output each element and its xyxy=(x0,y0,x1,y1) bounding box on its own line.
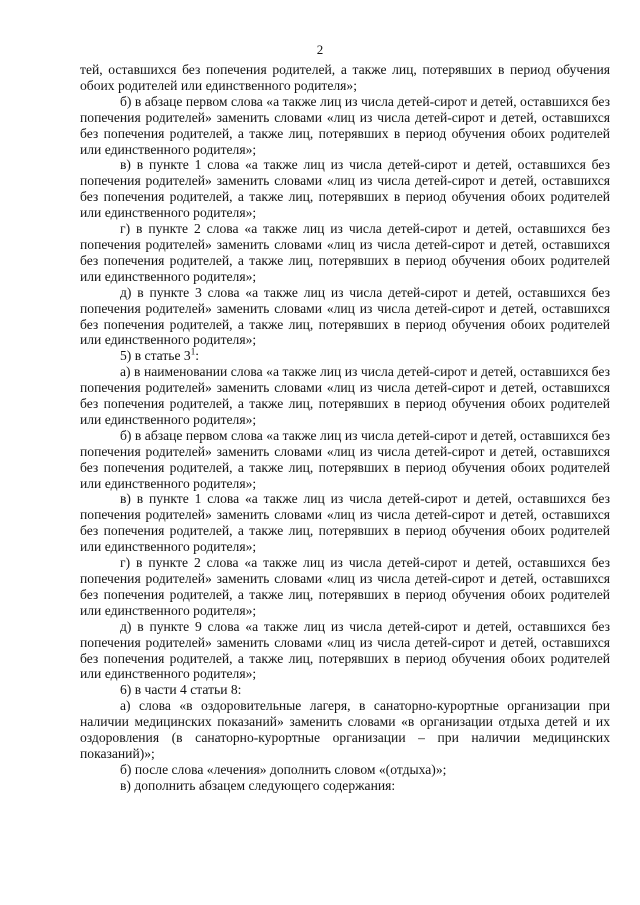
paragraph xyxy=(80,762,610,778)
paragraph xyxy=(80,619,610,683)
document-body xyxy=(80,62,610,794)
paragraph-text: тей, оставшихся без попечения родителей, а также лиц, потерявших в период обучения обоих родителей или единственного родителя»; xyxy=(80,62,610,93)
paragraph-text: г) в пункте 2 слова «а также лиц из числа детей-сирот и детей, оставшихся без попечения родителей» заменить словами «лиц из числа детей-сирот и детей, оставшихся без попечения родителей, а также лиц, потерявших в период обучения обоих родителей или единственного родителя»; xyxy=(80,555,610,618)
paragraph-tail: : xyxy=(195,348,200,364)
paragraph-text: д) в пункте 9 слова «а также лиц из числа детей-сирот и детей, оставшихся без попечения родителей» заменить словами «лиц из числа детей-сирот и детей, оставшихся без попечения родителей, а также лиц, потерявших в период обучения обоих родителей или единственного родителя»; xyxy=(80,618,610,682)
superscript: 1 xyxy=(190,346,196,357)
paragraph xyxy=(80,348,610,364)
paragraph-text: в) дополнить абзацем следующего содержания: xyxy=(120,777,396,793)
paragraph xyxy=(80,157,610,221)
paragraph xyxy=(80,221,610,285)
paragraph-text: 5) в статье 3 xyxy=(120,348,191,364)
paragraph xyxy=(80,94,610,158)
paragraph-text: б) после слова «лечения» дополнить словом «(отдыха)»; xyxy=(120,761,447,777)
paragraph-text: в) в пункте 1 слова «а также лиц из числа детей-сирот и детей, оставшихся без попечения родителей» заменить словами «лиц из числа детей-сирот и детей, оставшихся без попечения родителей, а также лиц, потерявших в период обучения обоих родителей или единственного родителя»; xyxy=(80,157,610,221)
paragraph xyxy=(80,682,610,698)
paragraph xyxy=(80,555,610,619)
paragraph-text: б) в абзаце первом слова «а также лиц из числа детей-сирот и детей, оставшихся без попечения родителей» заменить словами «лиц из числа детей-сирот и детей, оставшихся без попечения родителей, а также лиц, потерявших в период обучения обоих родителей или единственного родителя»; xyxy=(80,427,610,491)
paragraph-text: а) слова «в оздоровительные лагеря, в санаторно-курортные организации при наличии медицинских показаний» заменить словами «в организации отдыха детей и их оздоровления (в санаторно-курортные организации – при наличии медицинских показаний)»; xyxy=(80,698,610,761)
paragraph xyxy=(80,428,610,492)
paragraph xyxy=(80,364,610,428)
paragraph xyxy=(80,491,610,555)
paragraph xyxy=(80,285,610,349)
paragraph xyxy=(80,698,610,762)
page-number: 2 xyxy=(316,42,324,57)
paragraph-text: в) в пункте 1 слова «а также лиц из числа детей-сирот и детей, оставшихся без попечения родителей» заменить словами «лиц из числа детей-сирот и детей, оставшихся без попечения родителей, а также лиц, потерявших в период обучения обоих родителей или единственного родителя»; xyxy=(80,491,610,555)
paragraph-text: д) в пункте 3 слова «а также лиц из числа детей-сирот и детей, оставшихся без попечения родителей» заменить словами «лиц из числа детей-сирот и детей, оставшихся без попечения родителей, а также лиц, потерявших в период обучения обоих родителей или единственного родителя»; xyxy=(80,284,610,348)
paragraph-text: б) в абзаце первом слова «а также лиц из числа детей-сирот и детей, оставшихся без попечения родителей» заменить словами «лиц из числа детей-сирот и детей, оставшихся без попечения родителей, а также лиц, потерявших в период обучения обоих родителей или единственного родителя»; xyxy=(80,93,610,157)
paragraph-text: а) в наименовании слова «а также лиц из числа детей-сирот и детей, оставшихся без попечения родителей» заменить словами «лиц из числа детей-сирот и детей, оставшихся без попечения родителей, а также лиц, потерявших в период обучения обоих родителей или единственного родителя»; xyxy=(80,364,610,427)
paragraph xyxy=(80,62,610,94)
paragraph-text: г) в пункте 2 слова «а также лиц из числа детей-сирот и детей, оставшихся без попечения родителей» заменить словами «лиц из числа детей-сирот и детей, оставшихся без попечения родителей, а также лиц, потерявших в период обучения обоих родителей или единственного родителя»; xyxy=(80,221,610,284)
paragraph-text: 6) в части 4 статьи 8: xyxy=(120,682,242,698)
paragraph xyxy=(80,778,610,794)
